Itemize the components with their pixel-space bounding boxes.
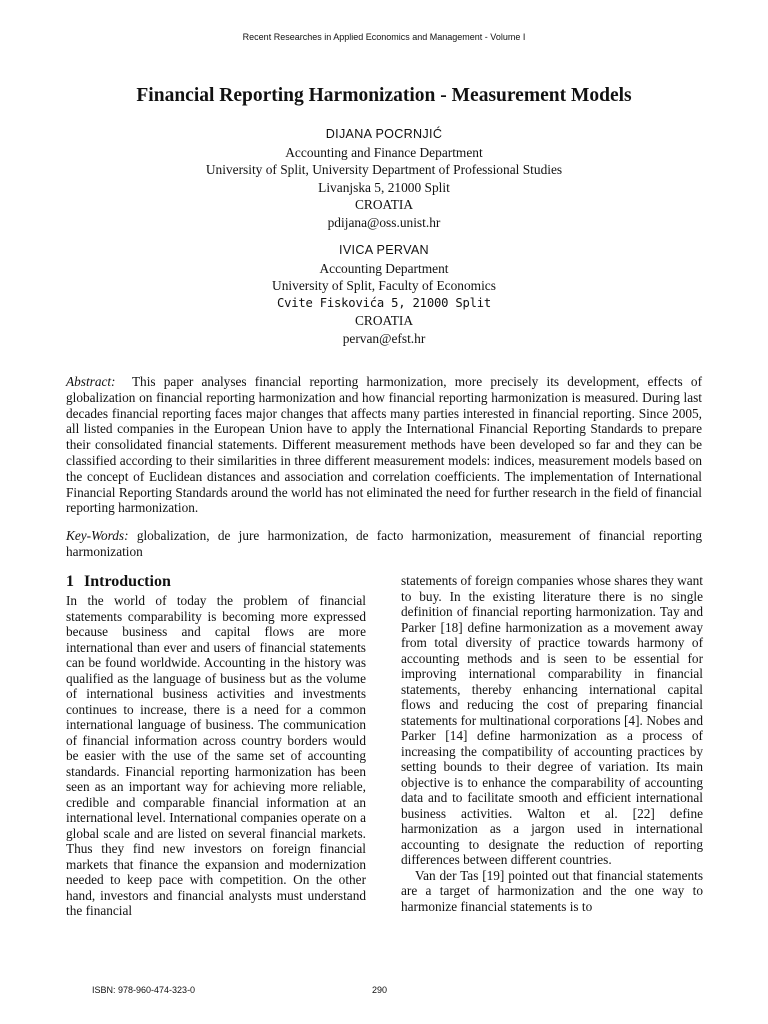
author-block-1 xyxy=(0,126,768,231)
running-header: Recent Researches in Applied Economics and Management - Volume I xyxy=(242,32,526,42)
author-block-2 xyxy=(0,242,768,347)
abstract xyxy=(66,374,702,516)
paragraph: In the world of today the problem of financial statements comparability is becoming more expressed because business and capital flows are more international than ever and users of financial statements can be found worldwide. Accounting in the history was qualified as the language of business but as the volume of international business activities and investments continues to increase, there is a need for a common international language of business. The communication of financial information across country borders would be easier with the use of the same set of accounting standards. Financial reporting harmonization has been seen as an important way for achieving more reliable, credible and comparable financial information at an international level. International companies operate on a global scale and are listed on several financial markets. Thus they find new investors on foreign financial markets that finance the expansion and modernization needed to keep pace with competition. On the other hand, investors and financial analysts must understand the financial xyxy=(66,593,366,918)
author-country: CROATIA xyxy=(354,197,414,212)
abstract-text: This paper analyses financial reporting harmonization, more precisely its development, effects of globalization on financial reporting harmonization and how financial reporting harmonization is measured. During last decades financial reporting faces major changes that affects many parties interested in financial reporting. Since 2005, all listed companies in the European Union have to apply the International Financial Reporting Standards to prepare their consolidated financial statements. Different measurement methods have been developed so far and they can be classified according to their similarities in three different measurement models: indices, measurement models based on the concept of Euclidean distances and association and correlation coefficients. The implementation of International Financial Reporting Standards around the world has not eliminated the need for further research in the field of financial reporting harmonization. xyxy=(66,374,703,516)
author-institution: University of Split, University Department of Professional Studies xyxy=(205,162,563,177)
footer-isbn: ISBN: 978-960-474-323-0 xyxy=(92,985,196,995)
author-email: pervan@efst.hr xyxy=(342,330,426,346)
keywords-text: globalization, de jure harmonization, de facto harmonization, measurement of financial reporting harmonization xyxy=(66,528,702,559)
keywords xyxy=(66,528,702,560)
paragraph: statements of foreign companies whose shares they want to buy. In the existing literature there is no single definition of financial reporting harmonization. Tay and Parker [18] define harmonization as a movement away from total diversity of practice towards harmony of accounting methods and is seen to be essential for improving international comparability in financial statements, thereby enhancing international capital flows and reducing the cost of preparing financial statements for multinational corporations [4]. Nobes and Parker [14] define harmonization as a process of increasing the compatibility of accounting practices by setting bounds to their degree of variation. Its main objective is to enhance the comparability of accounting data and to facilitate smooth and efficient international business activities. Walton et al. [22] define harmonization as a jargon used in international accounting to designate the reduction of reporting differences between different countries. xyxy=(401,573,703,867)
section-heading xyxy=(66,573,181,591)
author-address: Cvite Fiskovića 5, 21000 Split xyxy=(276,295,492,310)
author-name: DIJANA POCRNJIĆ xyxy=(325,127,443,141)
author-name: IVICA PERVAN xyxy=(339,243,429,257)
author-department: Accounting and Finance Department xyxy=(285,144,483,160)
author-email: pdijana@oss.unist.hr xyxy=(327,214,441,230)
author-institution: University of Split, Faculty of Economics xyxy=(272,278,496,293)
author-department: Accounting Department xyxy=(319,260,449,276)
abstract-label: Abstract: xyxy=(66,374,116,389)
left-column xyxy=(66,593,366,919)
keywords-label: Key-Words: xyxy=(66,528,129,543)
paper-title: Financial Reporting Harmonization - Measurement Models xyxy=(136,85,632,106)
section-title: Introduction xyxy=(84,573,171,590)
page-number: 290 xyxy=(372,985,388,995)
right-column xyxy=(401,573,703,914)
author-country: CROATIA xyxy=(354,313,414,328)
paragraph: Van der Tas [19] pointed out that financial statements are a target of harmonization and the one way to harmonize financial statements is to xyxy=(401,867,703,914)
section-number: 1 xyxy=(66,573,74,590)
author-address: Livanjska 5, 21000 Split xyxy=(318,179,450,195)
